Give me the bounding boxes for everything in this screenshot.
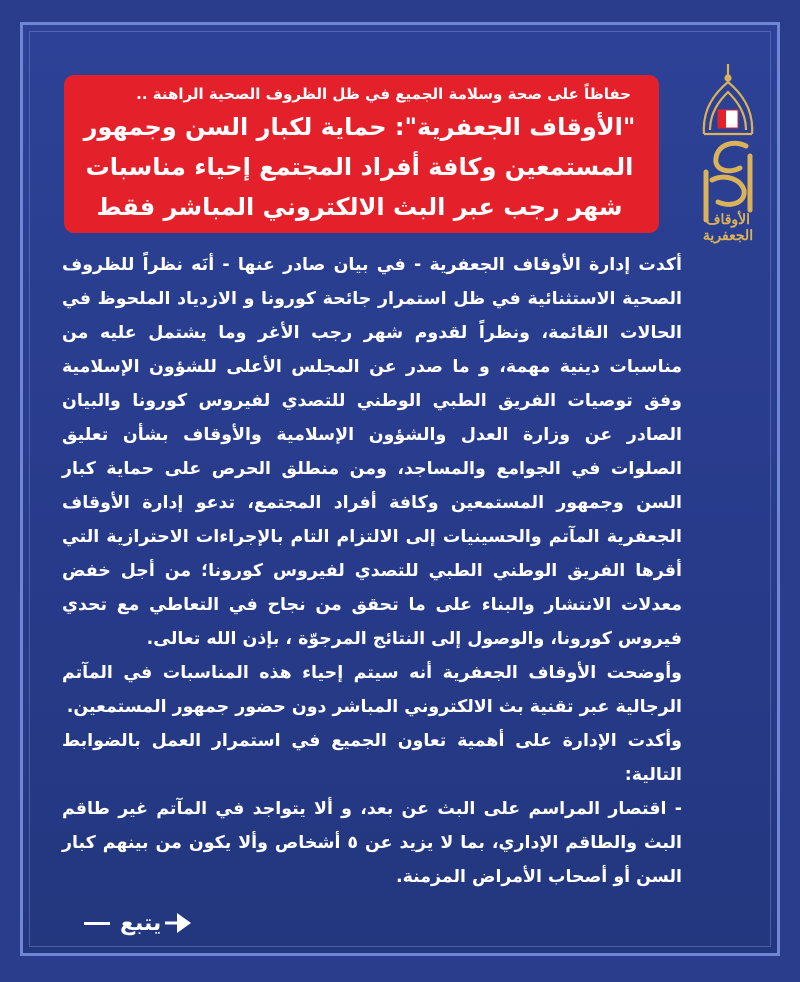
article-paragraph: وأكدت الإدارة على أهمية تعاون الجميع في استمرار العمل بالضوابط التالية: xyxy=(62,731,682,785)
continued-indicator xyxy=(76,908,195,938)
dash-line xyxy=(84,922,110,925)
article-body xyxy=(62,248,682,894)
article-paragraph: - اقتصار المراسم على البث عن بعد، و ألا يتواجد في المآتم غير طاقم البث والطاقم الإداري، بما لا يزيد عن ٥ أشخاص وألا يكون من بينهم كبار السن أو أصحاب الأمراض المزمنة. xyxy=(62,799,682,887)
headline-title-line: المستمعين وكافة أفراد المجتمع إحياء مناسبات xyxy=(85,153,634,181)
article-paragraph: أكدت إدارة الأوقاف الجعفرية - في بيان صادر عنها - أنَه نظراً للظروف الصحية الاستثنائية في ظل استمرار جائحة كورونا و الازدياد الملحوظ في الحالات القائمة، ونظراً لقدوم شهر رجب الأغر وما يشتمل عليه من مناسبات دينية مهمة، و ما صدر عن المجلس الأعلى للشؤون الإسلامية وفق توصيات الفريق الطبي الوطني للتصدي لفيروس كورونا والبيان الصادر عن وزارة العدل والشؤون الإسلامية والأوقاف بشأن تعليق الصلوات في الجوامع والمساجد، ومن منطلق الحرص على حماية كبار السن وجمهور المستمعين وكافة أفراد المجتمع، تدعو إدارة الأوقاف الجعفرية المآتم والحسينيات إلى الالتزام التام بالإجراءات الاحترازية التي أقرها الفريق الوطني الطبي للتصدي لفيروس كورونا؛ من أجل خفض معدلات الانتشار والبناء على ما تحقق من نجاح في التعاطي مع تحدي فيروس كورونا، والوصول إلى النتائج المرجوّة ، بإذن الله تعالى. xyxy=(62,255,682,649)
headline-subtitle: حفاظاً على صحة وسلامة الجميع في ظل الظروف الصحية الراهنة .. xyxy=(136,85,631,103)
headline-banner xyxy=(64,75,659,233)
logo-text: الأوقاف الجعفرية xyxy=(702,212,754,244)
headline-title-line: "الأوقاف الجعفرية": حماية لكبار السن وجمهور xyxy=(83,113,636,141)
article-paragraph: وأوضحت الأوقاف الجعفرية أنه سيتم إحياء هذه المناسبات في المآتم الرجالية عبر تقنية بث الالكتروني المباشر دون حضور جمهور المستمعين. xyxy=(62,663,682,717)
arrow-right-icon xyxy=(161,908,195,938)
headline-title xyxy=(78,107,641,227)
headline-title-line: شهر رجب عبر البث الالكتروني المباشر فقط xyxy=(96,193,623,221)
continued-label: يتبع xyxy=(120,910,162,936)
